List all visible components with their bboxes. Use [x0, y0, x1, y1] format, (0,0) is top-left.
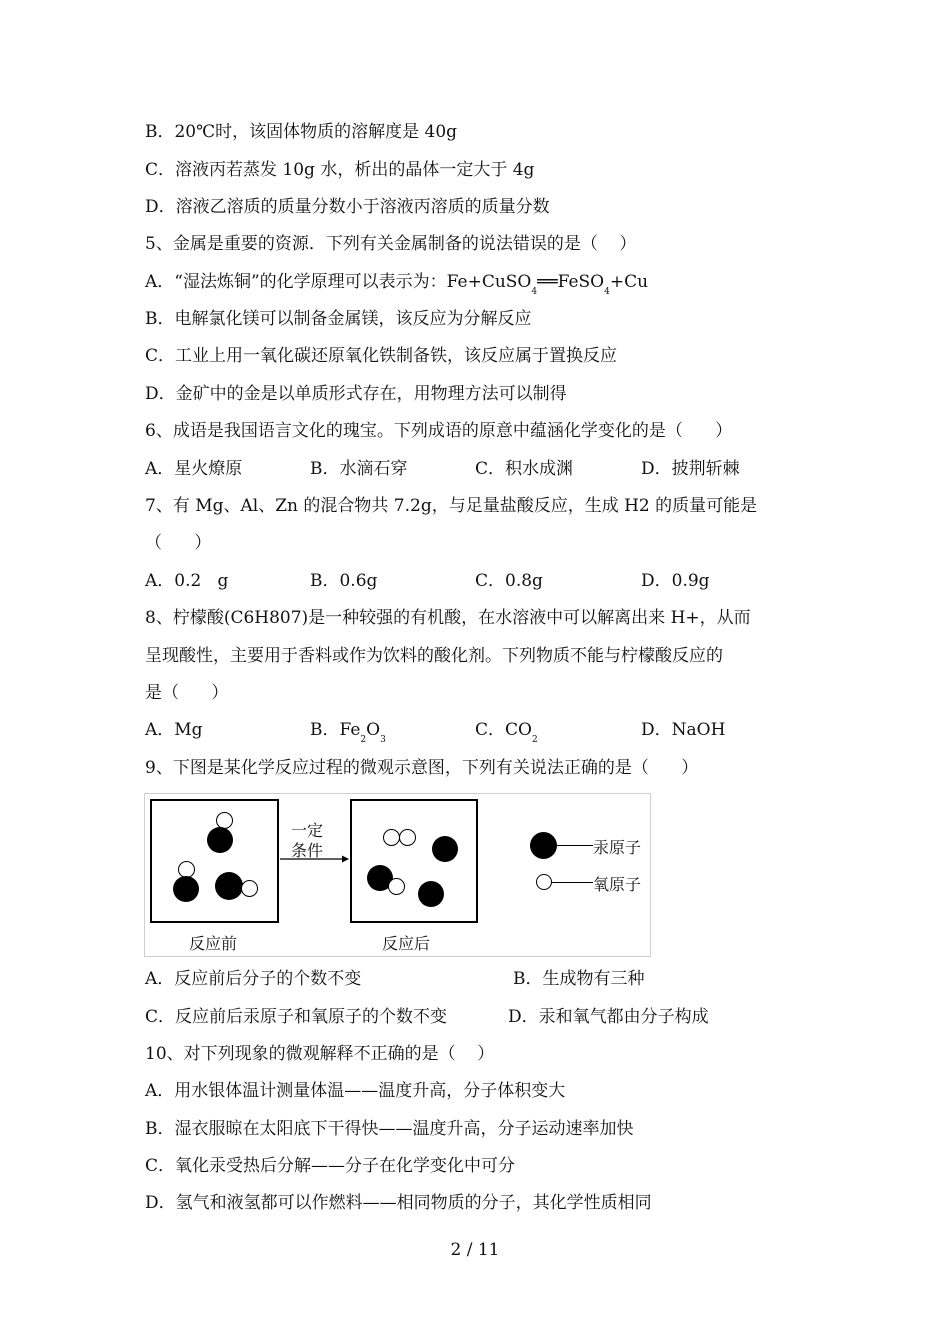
after-reaction-label: 反应后 — [382, 934, 431, 953]
before-reaction-box — [150, 799, 279, 923]
after-reaction-box — [350, 799, 478, 923]
q8-option-d: D．NaOH — [641, 720, 726, 740]
mercury-atom — [418, 881, 444, 907]
q5-option-d: D．金矿中的金是以单质形式存在，用物理方法可以制得 — [145, 384, 567, 404]
q6-stem: 6、成语是我国语言文化的瑰宝。下列成语的原意中蕴涵化学变化的是（ ） — [145, 421, 733, 441]
legend-mercury-label: 汞原子 — [593, 838, 642, 857]
q8-option-a: A．Mg — [145, 720, 203, 740]
q6-option-d: D．披荆斩棘 — [641, 459, 740, 479]
q10-option-c: C．氧化汞受热后分解——分子在化学变化中可分 — [145, 1156, 516, 1176]
legend-oxygen-label: 氧原子 — [593, 875, 642, 894]
mercury-atom — [207, 827, 233, 853]
page-number: 2 / 11 — [450, 1240, 500, 1260]
arrow-label-top: 一定 — [291, 821, 324, 840]
before-reaction-label: 反应前 — [189, 934, 238, 953]
q8-option-b: B．$Fe_2O_3$ — [310, 720, 386, 745]
q9-option-a: A．反应前后分子的个数不变 — [145, 969, 362, 989]
q5-option-b: B．电解氯化镁可以制备金属镁，该反应为分解反应 — [145, 309, 532, 329]
q5-option-c: C．工业上用一氧化碳还原氧化铁制备铁，该反应属于置换反应 — [145, 346, 618, 366]
q5-option-a: A．“湿法炼铜”的化学原理可以表示为：Fe+CuSO$_4$══FeSO$_4$+Cu — [145, 272, 649, 297]
q8-stem-line2: 呈现酸性，主要用于香料或作为饮料的酸化剂。下列物质不能与柠檬酸反应的 — [145, 646, 723, 666]
q4-option-c: C．溶液丙若蒸发 10g 水，析出的晶体一定大于 4g — [145, 160, 535, 180]
q8-option-c: C．$CO_2$ — [475, 720, 538, 745]
q6-option-c: C．积水成渊 — [475, 459, 574, 479]
q6-option-a: A．星火燎原 — [145, 459, 243, 479]
q7-option-a: A．0.2 g — [145, 571, 229, 591]
oxygen-atom — [388, 878, 405, 895]
q7-option-c: C．0.8g — [475, 571, 543, 591]
q4-option-b: B．20℃时，该固体物质的溶解度是 40g — [145, 122, 458, 142]
q10-option-a: A．用水银体温计测量体温——温度升高，分子体积变大 — [145, 1081, 566, 1101]
q8-options — [145, 719, 825, 745]
mercury-atom — [432, 836, 458, 862]
q10-stem: 10、对下列现象的微观解释不正确的是（ ） — [145, 1044, 495, 1064]
q8-stem-line1: 8、柠檬酸(C6H807)是一种较强的有机酸，在水溶液中可以解离出来 H+，从而 — [145, 608, 751, 628]
q7-option-d: D．0.9g — [641, 571, 710, 591]
mercury-atom — [173, 876, 199, 902]
reaction-arrow-icon — [280, 854, 350, 864]
q7-option-b: B．0.6g — [310, 571, 378, 591]
oxygen-atom — [383, 829, 400, 846]
q4-option-d: D．溶液乙溶质的质量分数小于溶液丙溶质的质量分数 — [145, 197, 550, 217]
q8-stem-line3: 是（ ） — [145, 683, 229, 703]
reaction-diagram — [144, 793, 651, 957]
q7-options — [145, 570, 825, 592]
arrow-label-bottom: 条件 — [291, 841, 324, 860]
legend-line — [557, 845, 593, 846]
q9-option-c: C．反应前后汞原子和氧原子的个数不变 — [145, 1007, 448, 1027]
q9-option-b: B．生成物有三种 — [513, 969, 645, 989]
q7-paren: （ ） — [145, 533, 212, 553]
legend-oxygen-atom — [536, 874, 552, 890]
q9-stem: 9、下图是某化学反应过程的微观示意图，下列有关说法正确的是（ ） — [145, 758, 699, 778]
legend-line — [552, 882, 593, 883]
q6-options — [145, 458, 825, 480]
mercury-atom — [215, 872, 243, 900]
legend-mercury-atom — [530, 832, 557, 859]
q5-stem: 5、金属是重要的资源．下列有关金属制备的说法错误的是（ ） — [145, 234, 637, 254]
q7-stem: 7、有 Mg、Al、Zn 的混合物共 7.2g，与足量盐酸反应，生成 H2 的质量可能是 — [145, 496, 758, 516]
q9-option-d: D．汞和氧气都由分子构成 — [508, 1007, 709, 1027]
q10-option-d: D．氢气和液氢都可以作燃料——相同物质的分子，其化学性质相同 — [145, 1193, 652, 1213]
q6-option-b: B．水滴石穿 — [310, 459, 408, 479]
q10-option-b: B．湿衣服晾在太阳底下干得快——温度升高，分子运动速率加快 — [145, 1119, 634, 1139]
oxygen-atom — [399, 829, 416, 846]
oxygen-atom — [241, 880, 258, 897]
